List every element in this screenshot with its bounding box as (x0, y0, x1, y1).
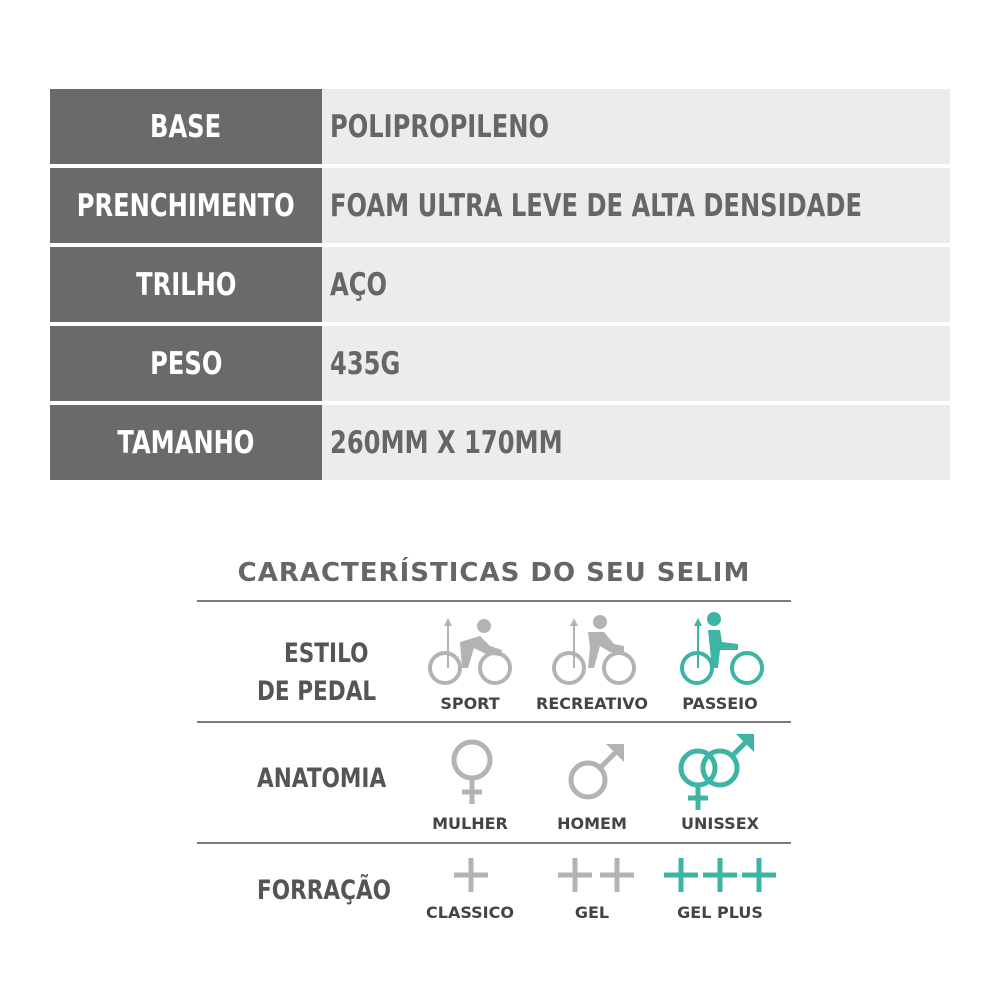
male-symbol-icon (566, 740, 628, 802)
divider (197, 600, 791, 602)
divider (197, 842, 791, 844)
divider (197, 721, 791, 723)
unisex-symbol-icon (674, 730, 756, 812)
spec-key: TRILHO (50, 247, 322, 322)
spec-key: PRENCHIMENTO (50, 168, 322, 243)
spec-row-tamanho (50, 405, 950, 480)
option-label-mulher: MULHER (432, 814, 508, 833)
option-label-gel: GEL (574, 903, 610, 922)
row-label-estilo: ESTILO (284, 638, 369, 669)
option-label-unissex: UNISSEX (681, 814, 759, 833)
row-label-anatomia: ANATOMIA (257, 763, 387, 794)
option-label-gel-plus: GEL PLUS (677, 903, 763, 922)
female-symbol-icon (446, 738, 498, 806)
option-label-recreativo: RECREATIVO (536, 694, 648, 713)
option-label-homem: HOMEM (557, 814, 627, 833)
option-label-passeio: PASSEIO (682, 694, 758, 713)
spec-key: PESO (50, 326, 322, 401)
spec-value: FOAM ULTRA LEVE DE ALTA DENSIDADE (322, 168, 950, 243)
row-label-de-pedal: DE PEDAL (257, 676, 377, 707)
spec-value: AÇO (322, 247, 950, 322)
spec-key: TAMANHO (50, 405, 322, 480)
triple-plus-icon (662, 856, 778, 894)
single-plus-icon (452, 856, 490, 894)
row-label-forracao: FORRAÇÃO (257, 875, 392, 906)
cyclist-recreational-icon (548, 612, 640, 692)
option-label-sport: SPORT (440, 694, 500, 713)
spec-value: POLIPROPILENO (322, 89, 950, 164)
spec-key: BASE (50, 89, 322, 164)
spec-row-trilho (50, 247, 950, 322)
spec-row-base (50, 89, 950, 164)
spec-row-prenchimento (50, 168, 950, 243)
spec-table (50, 89, 950, 484)
double-plus-icon (556, 856, 636, 894)
spec-value: 260MM X 170MM (322, 405, 950, 480)
cyclist-upright-icon (676, 610, 768, 692)
spec-value: 435G (322, 326, 950, 401)
characteristics-title: CARACTERÍSTICAS DO SEU SELIM (237, 558, 751, 588)
spec-row-peso (50, 326, 950, 401)
cyclist-sport-icon (424, 612, 516, 692)
option-label-classico: CLASSICO (426, 903, 514, 922)
